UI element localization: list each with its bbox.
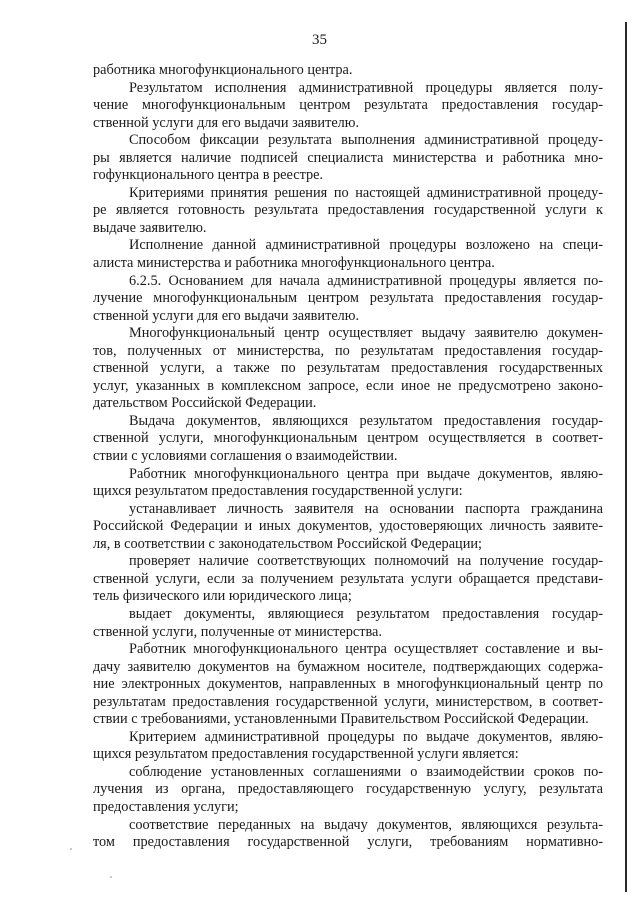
text-line: лучение многофункциональным центром результата предоставления государ-	[93, 290, 603, 307]
scan-artifact	[110, 876, 112, 878]
text-line: Многофункциональный центр осуществляет выдачу заявителю докумен-	[129, 325, 603, 342]
text-line: Исполнение данной административной процедуры возложено на специ-	[129, 237, 603, 254]
text-line: ственной услуги для его выдачи заявителю.	[93, 114, 360, 131]
text-line: услуг, указанных в комплексном запросе, если иное не предусмотрено законо-	[93, 377, 603, 394]
text-line: работника многофункционального центра.	[93, 62, 353, 78]
text-line: выдаче заявителю.	[93, 219, 207, 236]
text-line: ственной услуги, а также по результатам предоставления государственных	[93, 360, 603, 377]
text-line: щихся результатом предоставления государственной услуги является:	[93, 746, 519, 763]
text-line: Результатом исполнения административной процедуры является полу-	[129, 79, 603, 96]
text-line: лучения из органа, предоставляющего государственную услугу, результата	[93, 781, 603, 798]
text-line: алиста министерства и работника многофункционального центра.	[93, 255, 495, 272]
text-line: соблюдение установленных соглашениями о взаимодействии сроков по-	[129, 763, 603, 780]
text-line: Работник многофункционального центра осуществляет составление и вы-	[129, 641, 603, 658]
text-line: дачу заявителю документов на бумажном носителе, подтверждающих содержа-	[93, 658, 603, 675]
text-line: 6.2.5. Основанием для начала административной процедуры является по-	[129, 272, 603, 289]
text-line: гофункционального центра в реестре.	[93, 167, 324, 184]
text-line: ре является готовность результата предоставления государственной услуги к	[93, 202, 603, 219]
scan-artifact	[70, 848, 72, 850]
text-line: соответствие переданных на выдачу документов, являющихся результа-	[129, 816, 603, 833]
text-line: ры является наличие подписей специалиста министерства и работника мно-	[93, 149, 603, 166]
text-line: ственной услуги, полученные от министерства.	[93, 623, 382, 640]
text-line: дательством Российской Федерации.	[93, 395, 317, 412]
text-line: ствии с условиями соглашения о взаимодействии.	[93, 448, 398, 465]
text-line: предоставления услуги;	[93, 798, 239, 815]
text-line: устанавливает личность заявителя на основании паспорта гражданина	[129, 500, 603, 517]
text-line: ственной услуги, если за получением результата услуги обращается представи-	[93, 570, 603, 587]
page-number: 35	[312, 32, 327, 48]
text-line: выдает документы, являющиеся результатом предоставления государ-	[129, 605, 603, 622]
text-line: Способом фиксации результата выполнения административной процеду-	[129, 132, 603, 149]
text-line: ля, в соответствии с законодательством Российской Федерации;	[93, 535, 482, 552]
text-line: результатам предоставления государственной услуги, министерством, в соответ-	[93, 693, 603, 710]
text-line: щихся результатом предоставления государственной услуги:	[93, 483, 463, 500]
document-body	[93, 62, 603, 852]
text-line: Критериями принятия решения по настоящей административной процеду-	[129, 184, 603, 201]
text-line: тель физического или юридического лица;	[93, 588, 352, 605]
text-line: тов, полученных от министерства, по результатам предоставления государ-	[93, 342, 603, 359]
text-line: чение многофункциональным центром результата предоставления государ-	[93, 97, 603, 114]
text-line: том предоставления государственной услуги, требованиям нормативно-	[93, 834, 603, 851]
text-line: Критерием административной процедуры по выдаче документов, являю-	[129, 728, 603, 745]
text-line: проверяет наличие соответствующих полномочий на получение государ-	[129, 553, 603, 570]
text-line: ственной услуги, многофункциональным центром осуществляется в соответ-	[93, 430, 603, 447]
text-line: Российской Федерации и иных документов, удостоверяющих личность заявите-	[93, 518, 603, 535]
text-line: ствии с требованиями, установленными Правительством Российской Федерации.	[93, 711, 589, 728]
text-line: ние электронных документов, направленных в многофункциональный центр по	[93, 676, 603, 693]
text-line: Выдача документов, являющихся результатом предоставления государ-	[129, 412, 603, 429]
scan-page-edge	[625, 22, 627, 892]
text-line: ственной услуги для его выдачи заявителю.	[93, 307, 360, 324]
text-line: Работник многофункционального центра при выдаче документов, являю-	[129, 465, 603, 482]
